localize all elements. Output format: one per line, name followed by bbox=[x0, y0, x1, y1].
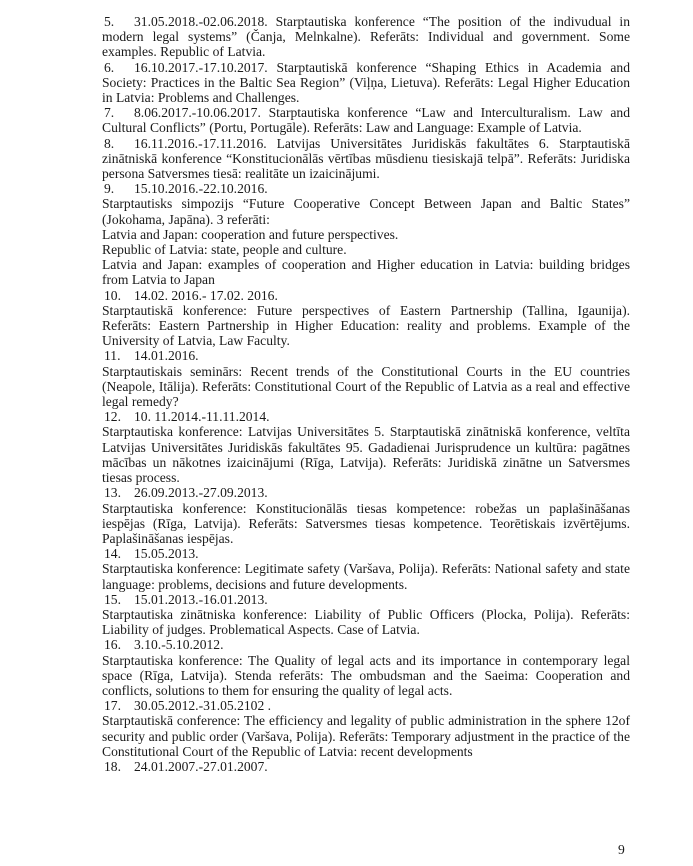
entry-15-header: 15. 15.01.2013.-16.01.2013. bbox=[104, 591, 268, 607]
entry-16-header: 16. 3.10.-5.10.2012. bbox=[104, 637, 224, 653]
entry-6: 6. 16.10.2017.-17.10.2017. Starptautiskā konference “Shaping Ethics in Academia and Society: Practices in the Baltic Sea Region” (Viļņa, Lietuva). Referāts: Legal Higher Education in Latvia: Problems and Challenges. bbox=[102, 59, 630, 106]
entry-9-item-1: Latvia and Japan: cooperation and future perspectives. bbox=[102, 226, 399, 242]
entry-13-text: Starptautiska konference: Konstitucionālās tiesas kompetence: robežas un paplašināšanas iespējas (Rīga, Latvija). Referāts: Satversmes tiesas kompetence. Teorētiskais izvērtējums. Paplašināšanas iespējas. bbox=[102, 500, 630, 546]
entry-11-header: 11. 14.01.2016. bbox=[104, 348, 199, 364]
entry-9-text: Starptautisks simpozijs “Future Cooperative Concept Between Japan and Baltic States” (Jokohama, Japāna). 3 referāti: bbox=[102, 196, 630, 227]
entry-5: 5. 31.05.2018.-02.06.2018. Starptautiska konference “The position of the indivudual in modern legal systems” (Čanja, Melnkalne). Referāts: Individual and government. Some examples. Republic of Latvia. bbox=[102, 14, 630, 60]
entry-9-item-3: Latvia and Japan: examples of cooperation and Higher education in Latvia: building bridges from Latvia to Japan bbox=[102, 257, 630, 288]
entry-11-text: Starptautiskais seminārs: Recent trends of the Constitutional Courts in the EU countries (Neapole, Itālija). Referāts: Constitutional Court of the Republic of Latvia as a real and effective legal remedy? bbox=[102, 363, 630, 410]
entry-10-text: Starptautiskā konference: Future perspectives of Eastern Partnership (Tallina, Igaunija). Referāts: Eastern Partnership in Higher Education: reality and problems. Example of the University of Latvia, Law Faculty. bbox=[102, 302, 630, 349]
entry-12-text: Starptautiska konference: Latvijas Universitātes 5. Starptautiskā zinātniskā konference, veltīta Latvijas Universitātes Juridiskās fakultātes 95. Gadadienai Jurisprudence un kultūra: pagātnes mācības un nākotnes izaicinājumi (Rīga, Latvija). Referāts: Juridiskā zinātne un Satversmes tiesas process. bbox=[102, 424, 630, 486]
entry-17-header: 17. 30.05.2012.-31.05.2102 . bbox=[104, 698, 272, 714]
entry-16-text: Starptautiska konference: The Quality of legal acts and its importance in contemporary legal space (Rīga, Latvija). Stenda referāts: The ombudsman and the Saeima: Cooperation and conflicts, solutions to them for ensuring the quality of legal acts. bbox=[102, 652, 630, 698]
entry-7: 7. 8.06.2017.-10.06.2017. Starptautiska konference “Law and Interculturalism. Law and Cultural Conflicts” (Portu, Portugāle). Referāts: Law and Language: Example of Latvia. bbox=[102, 105, 630, 136]
entry-8: 8. 16.11.2016.-17.11.2016. Latvijas Universitātes Juridiskās fakultātes 6. Starptautiskā zinātniskā konference “Konstitucionālās vērtības mūsdienu tiesiskajā telpā”. Referāts: Juridiska persona Satversmes tiesā: realitāte un izaicinājumi. bbox=[102, 135, 630, 182]
document-page bbox=[102, 14, 630, 774]
entry-18-header: 18. 24.01.2007.-27.01.2007. bbox=[104, 758, 268, 774]
entry-9-item-2: Republic of Latvia: state, people and culture. bbox=[102, 242, 347, 258]
entry-14-text: Starptautiska konference: Legitimate safety (Varšava, Polija). Referāts: National safety and state language: problems, decisions and future developments. bbox=[102, 561, 630, 592]
page-number: 9 bbox=[618, 842, 625, 857]
entry-14-header: 14. 15.05.2013. bbox=[104, 546, 199, 562]
entry-10-header: 10. 14.02. 2016.- 17.02. 2016. bbox=[104, 287, 278, 303]
entry-9-header: 9. 15.10.2016.-22.10.2016. bbox=[104, 181, 268, 197]
entry-15-text: Starptautiska zinātniska konference: Liability of Public Officers (Plocka, Polija). Referāts: Liability of judges. Problematical Aspects. Case of Latvia. bbox=[102, 606, 630, 638]
entry-17-text: Starptautiskā conference: The efficiency and legality of public administration in the sphere 12of security and public order (Varšava, Polija). Referāts: Temporary adjustment in the practice of the Constitutional Court of the Republic of Latvia: recent developments bbox=[102, 713, 630, 759]
entry-13-header: 13. 26.09.2013.-27.09.2013. bbox=[104, 485, 268, 501]
entry-12-header: 12. 10. 11.2014.-11.11.2014. bbox=[104, 409, 270, 425]
